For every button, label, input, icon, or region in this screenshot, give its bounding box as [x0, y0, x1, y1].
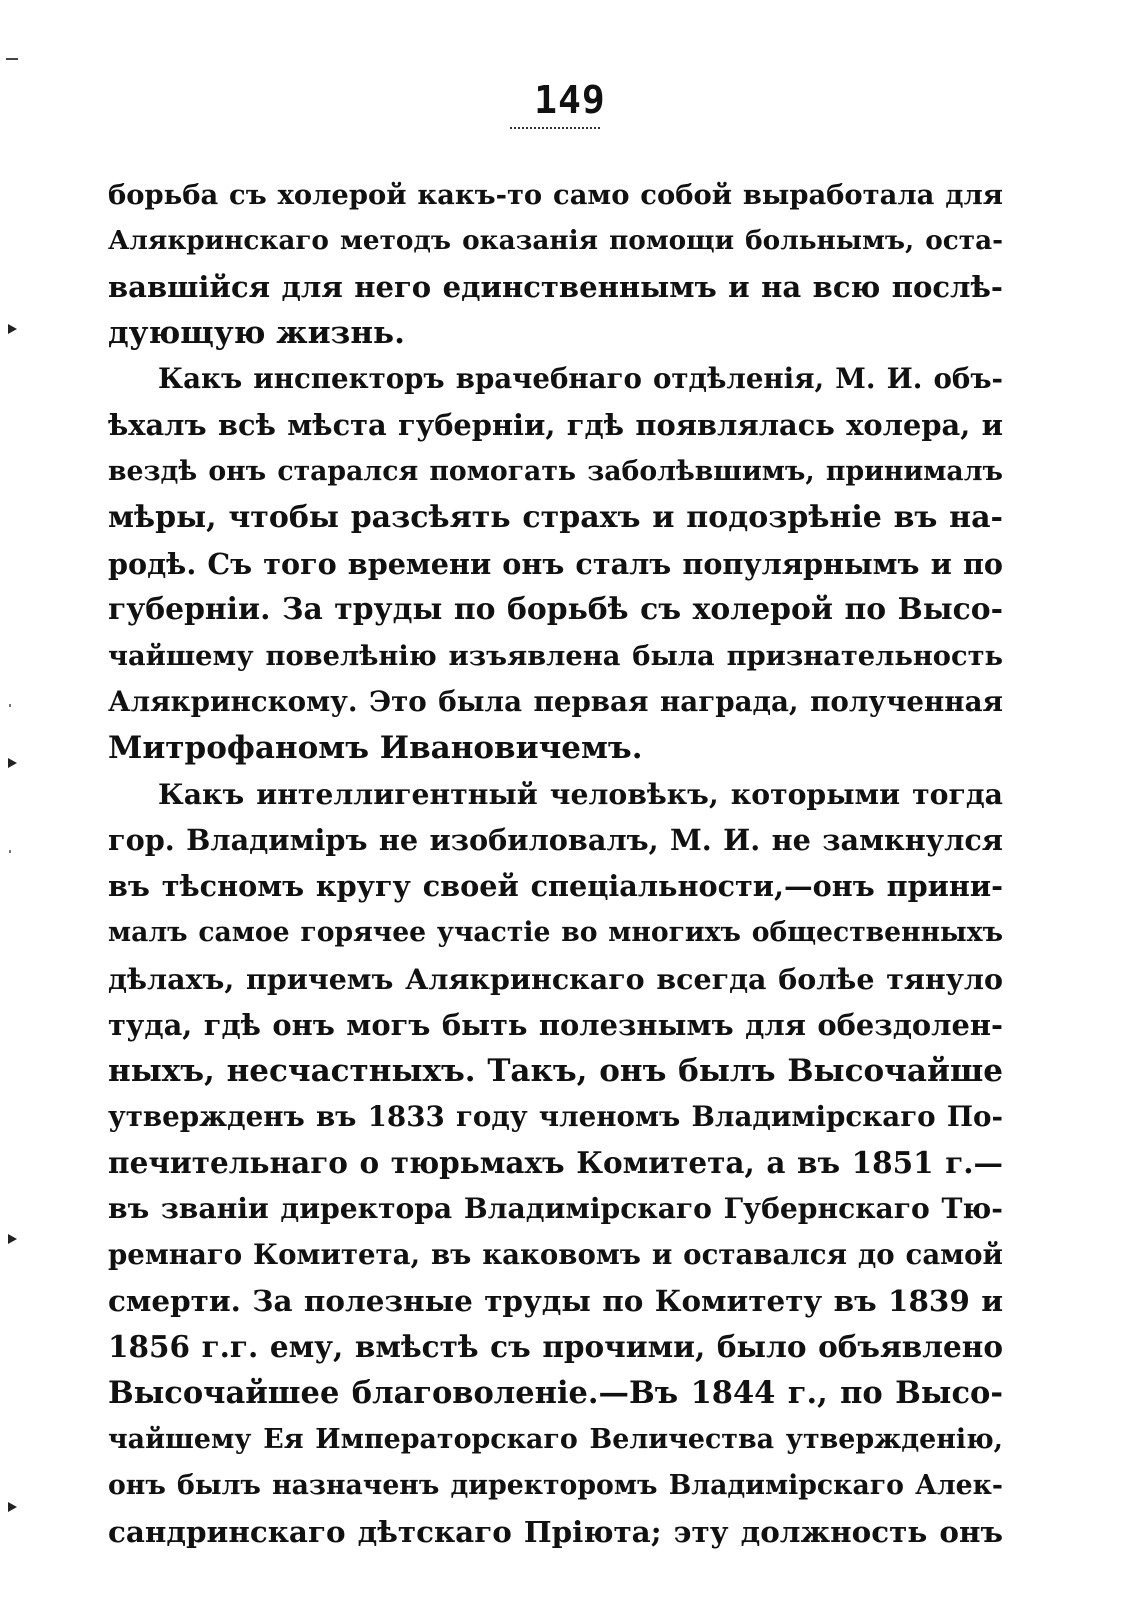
text-line: сандринскаго дѣтскаго Пріюта; эту должность онъ: [108, 1513, 1003, 1549]
margin-arrow-mark: [8, 1234, 17, 1244]
text-line: въ тѣсномъ кругу своей спеціальности,—онъ прини-: [108, 869, 1003, 904]
text-line: губерніи. За труды по борьбѣ съ холерой по Высо-: [108, 591, 1003, 627]
text-line: печительнаго о тюрьмахъ Комитета, а въ 1851 г.—: [108, 1144, 1003, 1180]
text-line: борьба съ холерой какъ-то само собой выработала для: [108, 179, 1003, 211]
text-line: Какъ инспекторъ врачебнаго отдѣленія, М. И. объ-: [158, 362, 1003, 396]
page-number: 149: [534, 78, 606, 122]
margin-arrow-mark: [8, 758, 17, 768]
text-line: вездѣ онъ старался помогать заболѣвшимъ, принималъ: [108, 455, 1003, 487]
text-line: Митрофаномъ Ивановичемъ.: [108, 730, 643, 767]
text-line: смерти. За полезные труды по Комитету въ 1839 и: [108, 1283, 1003, 1319]
text-line: Алякринскаго методъ оказанія помощи больнымъ, оста-: [108, 225, 1003, 257]
page-number-rule: [510, 127, 600, 129]
text-line: ныхъ, несчастныхъ. Такъ, онъ былъ Высочайше: [108, 1052, 1003, 1089]
text-line: мѣры, чтобы разсѣять страхъ и подозрѣніе въ на-: [108, 499, 1003, 535]
text-line: Алякринскому. Это была первая награда, полученная: [108, 685, 1003, 719]
scan-speck: [9, 704, 11, 707]
margin-dash: [6, 58, 18, 60]
scan-speck: [9, 850, 11, 853]
text-line: утвержденъ въ 1833 году членомъ Владимірскаго По-: [108, 1099, 1003, 1133]
text-line: ѣхалъ всѣ мѣста губерніи, гдѣ появлялась холера, и: [108, 408, 1003, 443]
text-line: ремнаго Комитета, въ каковомъ и оставался до самой: [108, 1238, 1003, 1272]
margin-arrow-mark: [8, 1502, 17, 1512]
text-line: малъ самое горячее участіе во многихъ общественныхъ: [108, 916, 1003, 948]
text-line: туда, гдѣ онъ могъ быть полезнымъ для обездолен-: [108, 1007, 1003, 1042]
text-line: чайшему Ея Императорскаго Величества утвержденію,: [108, 1423, 1003, 1455]
text-line: Высочайшее благоволеніе.—Въ 1844 г., по Высо-: [108, 1375, 1003, 1412]
text-line: дѣлахъ, причемъ Алякринскаго всегда болѣе тянуло: [108, 961, 1003, 996]
body-text: [108, 172, 1003, 1555]
text-line: дующую жизнь.: [108, 315, 405, 352]
text-line: чайшему повелѣнію изъявлена была признательность: [108, 639, 1003, 672]
text-line: Какъ интеллигентный человѣкъ, которыми тогда: [158, 777, 1003, 812]
text-line: родѣ. Съ того времени онъ сталъ популярнымъ и по: [108, 546, 1003, 581]
text-line: онъ былъ назначенъ директоромъ Владимірскаго Алек-: [108, 1469, 1003, 1501]
text-line: въ званіи директора Владимірскаго Губернскаго Тю-: [108, 1192, 1003, 1226]
text-line: 1856 г.г. ему, вмѣстѣ съ прочими, было объявлено: [108, 1329, 1003, 1365]
margin-arrow-mark: [8, 324, 17, 334]
text-line: вавшійся для него единственнымъ и на всю послѣ-: [108, 270, 1003, 305]
text-line: гор. Владиміръ не изобиловалъ, М. И. не замкнулся: [108, 823, 1003, 858]
